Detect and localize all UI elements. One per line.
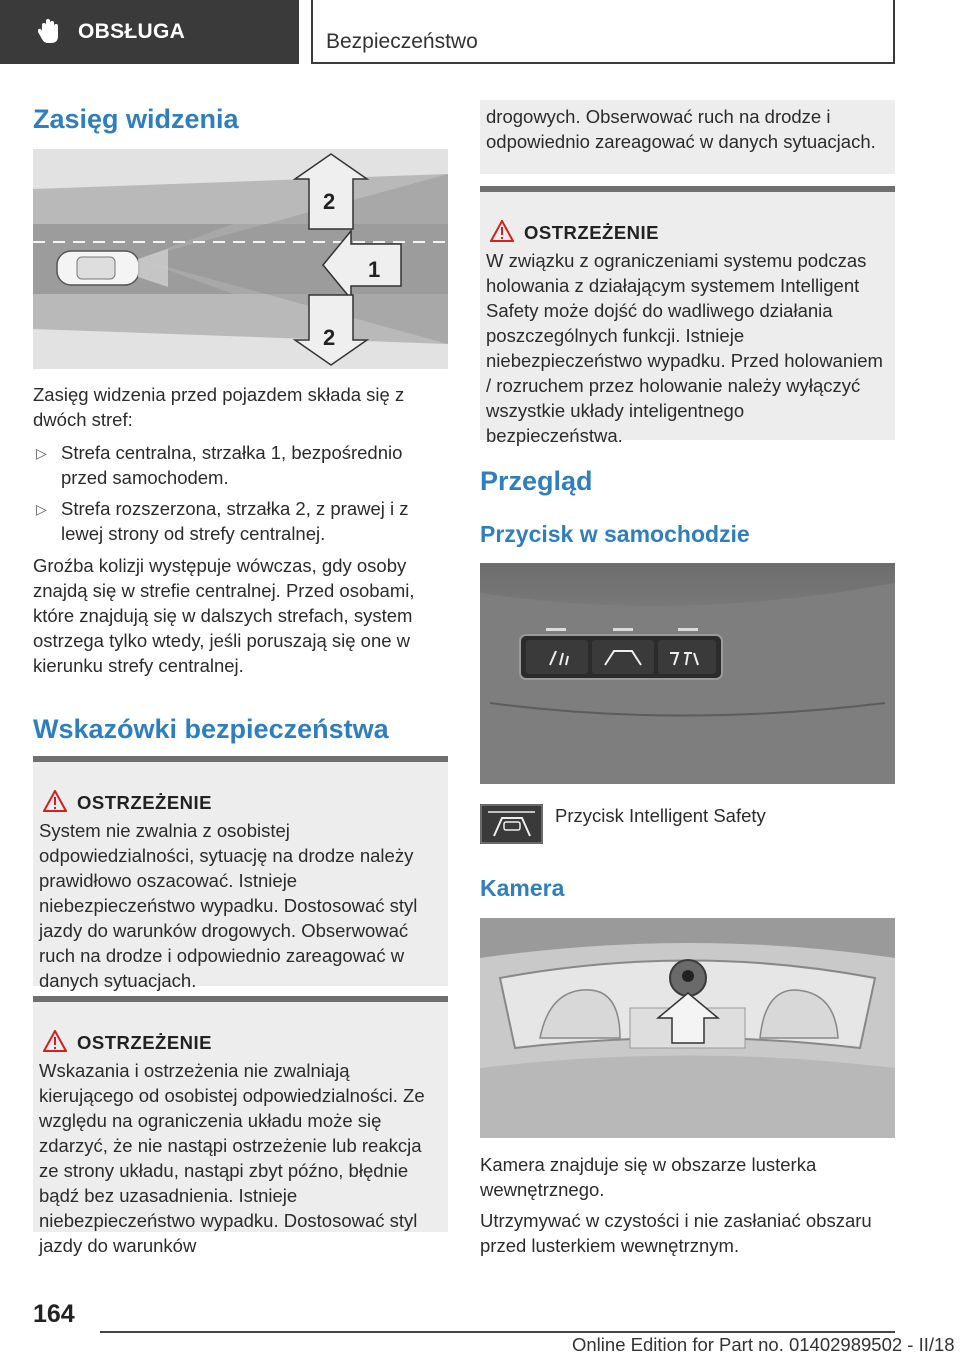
arrow-label-1: 1 — [368, 257, 381, 282]
hand-icon — [38, 19, 60, 45]
warning-box — [33, 996, 448, 1256]
triangle-bullet-icon: ▷ — [36, 445, 47, 461]
chapter-title: Bezpieczeństwo — [326, 30, 478, 53]
warning-text-continued: drogowych. Obserwować ruch na drodze i odpowiednio zareagować w danych sytuacjach. — [486, 106, 876, 152]
bullet-text: Strefa rozszerzona, strzałka 2, z prawej i z lewej strony od strefy centralnej. — [61, 498, 409, 544]
heading-kamera: Kamera — [480, 875, 565, 901]
warning-triangle-icon — [43, 1030, 67, 1052]
warning-box — [33, 756, 448, 991]
bullet-item — [33, 440, 438, 490]
button-panel-photo — [480, 563, 895, 784]
warning-box — [480, 186, 895, 446]
arrow-label-2-bottom: 2 — [323, 325, 336, 350]
warning-box-continued — [480, 100, 895, 174]
triangle-bullet-icon: ▷ — [36, 501, 47, 517]
collision-paragraph: Groźba kolizji występuje wówczas, gdy osoby znajdą się w strefie centralnej. Przed osobami, które znajdują się w dalszych strefach, system ostrzega tylko wtedy, jeśli poruszają się one w kierunku strefy centralnej. — [33, 555, 415, 676]
camera-care-text: Utrzymywać w czystości i nie zasłaniać obszaru przed lusterkiem wewnętrznym. — [480, 1210, 872, 1256]
intelligent-safety-button-icon — [480, 804, 543, 844]
heading-przycisk: Przycisk w samochodzie — [480, 521, 750, 547]
warning-text: Wskazania i ostrzeżenia nie zwalniają kierującego od osobistej odpowiedzialności. Ze względu na ograniczenia układu może się zdarzyć, że nie nastąpi ostrzeżenie lub reakcja ze strony układu, nastąpi zbyt późno, błędnie bądź bez uzasadnienia. Istnieje niebezpieczeństwo wypadku. Dostosować styl jazdy do warunków — [39, 1060, 425, 1256]
button-caption: Przycisk Intelligent Safety — [555, 805, 766, 826]
camera-location-text: Kamera znajduje się w obszarze lusterka wewnętrznego. — [480, 1154, 817, 1200]
heading-wskazowki: Wskazówki bezpieczeństwa — [33, 714, 389, 744]
section-tab — [0, 0, 299, 64]
bullet-text: Strefa centralna, strzałka 1, bezpośrednio przed samochodem. — [61, 442, 403, 488]
edition-text: Online Edition for Part no. 01402989502 - II/18 — [572, 1334, 955, 1355]
heading-zasieg-widzenia: Zasięg widzenia — [33, 104, 239, 134]
warning-triangle-icon — [490, 220, 514, 242]
warning-text: W związku z ograniczeniami systemu podczas holowania z działającym systemem Intelligent Safety może dojść do wadliwego działania poszczególnych funkcji. Istnieje niebezpieczeństwo wypadku. Przed holowaniem / rozruchem przez holowanie należy wyłączyć wszystkie układy inteligentnego bezpieczeństwa. — [486, 250, 883, 446]
field-of-view-diagram — [33, 149, 448, 369]
heading-przeglad: Przegląd — [480, 466, 593, 496]
warning-text: System nie zwalnia z osobistej odpowiedzialności, sytuację na drodze należy prawidłowo oszacować. Istnieje niebezpieczeństwo wypadku. Dostosować styl jazdy do warunków drogowych. Obserwować ruch na drodze i odpowiednio zareagować w danych sytuacjach. — [39, 820, 418, 991]
camera-photo — [480, 918, 895, 1138]
warning-triangle-icon — [43, 790, 67, 812]
page-number: 164 — [33, 1300, 75, 1328]
warning-title: OSTRZEŻENIE — [524, 222, 660, 243]
warning-title: OSTRZEŻENIE — [77, 1032, 213, 1053]
intro-text: Zasięg widzenia przed pojazdem składa się z dwóch stref: — [33, 384, 405, 430]
section-label: OBSŁUGA — [78, 20, 186, 43]
arrow-label-2-top: 2 — [323, 189, 336, 214]
chapter-header — [311, 0, 895, 64]
warning-title: OSTRZEŻENIE — [77, 792, 213, 813]
footer-divider — [100, 1331, 895, 1333]
bullet-item — [33, 496, 448, 546]
